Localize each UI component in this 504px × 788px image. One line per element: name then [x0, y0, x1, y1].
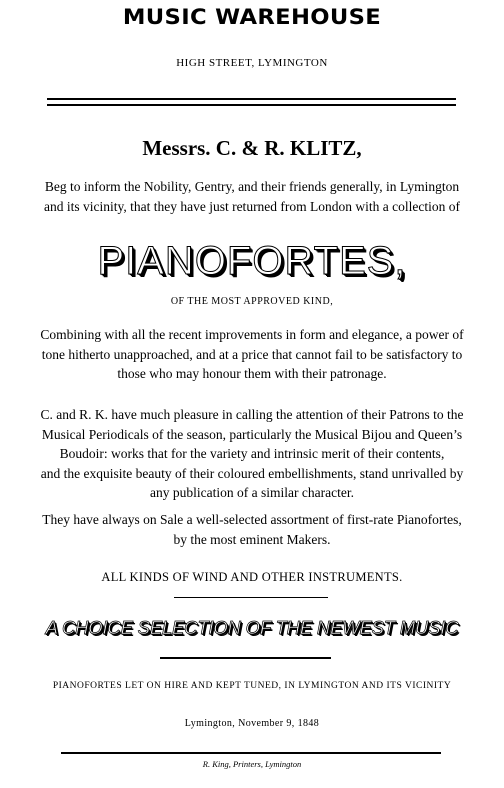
- sale-paragraph: [0, 510, 504, 549]
- periodicals-line: any publication of a similar character.: [150, 485, 354, 500]
- periodicals-line: Boudoir: works that for the variety and intrinsic merit of their contents,: [59, 446, 445, 461]
- periodicals-line: and the exquisite beauty of their coloured embellishments, stand unrivalled by: [40, 465, 464, 481]
- pianofortes-headline: PIANOFORTES,: [97, 239, 407, 283]
- short-rule-divider: [174, 597, 328, 598]
- intro-paragraph: [0, 177, 504, 216]
- printer-credit: R. King, Printers, Lymington: [202, 759, 302, 769]
- newest-music-headline: A CHOICE SELECTION OF THE NEWEST MUSIC: [45, 617, 459, 638]
- instruments-line: ALL KINDS OF WIND AND OTHER INSTRUMENTS.: [101, 570, 403, 584]
- product-subtitle: OF THE MOST APPROVED KIND,: [170, 296, 334, 307]
- firm-name: Messrs. C. & R. KLITZ,: [142, 136, 362, 160]
- date-line: Lymington, November 9, 1848: [184, 718, 320, 729]
- combining-line: Combining with all the recent improvements in form and elegance, a power of: [40, 327, 464, 342]
- sale-line: They have always on Sale a well-selected assortment of first-rate Pianofortes,: [42, 512, 462, 527]
- footer-rule-divider: [61, 752, 441, 754]
- hire-notice: PIANOFORTES LET ON HIRE AND KEPT TUNED, IN LYMINGTON AND ITS VICINITY: [52, 681, 452, 691]
- combining-paragraph: [0, 325, 504, 384]
- intro-line: Beg to inform the Nobility, Gentry, and their friends generally, in Lymington: [44, 179, 460, 194]
- double-rule-divider: [47, 98, 456, 106]
- combining-line: those who may honour them with their patronage.: [117, 366, 387, 381]
- sale-line: by the most eminent Makers.: [173, 531, 331, 547]
- short-thick-rule-divider: [160, 657, 331, 659]
- periodicals-paragraph: [0, 405, 504, 503]
- address: HIGH STREET, LYMINGTON: [176, 57, 328, 69]
- heading-music-warehouse: MUSIC WAREHOUSE: [122, 5, 382, 29]
- periodicals-line: Musical Periodicals of the season, particularly the Musical Bijou and Queen’s: [41, 426, 463, 442]
- intro-line: and its vicinity, that they have just returned from London with a collection of: [43, 198, 461, 214]
- periodicals-line: C. and R. K. have much pleasure in calling the attention of their Patrons to the: [40, 407, 464, 422]
- combining-line: tone hitherto unapproached, and at a price that cannot fail to be satisfactory to: [41, 346, 463, 362]
